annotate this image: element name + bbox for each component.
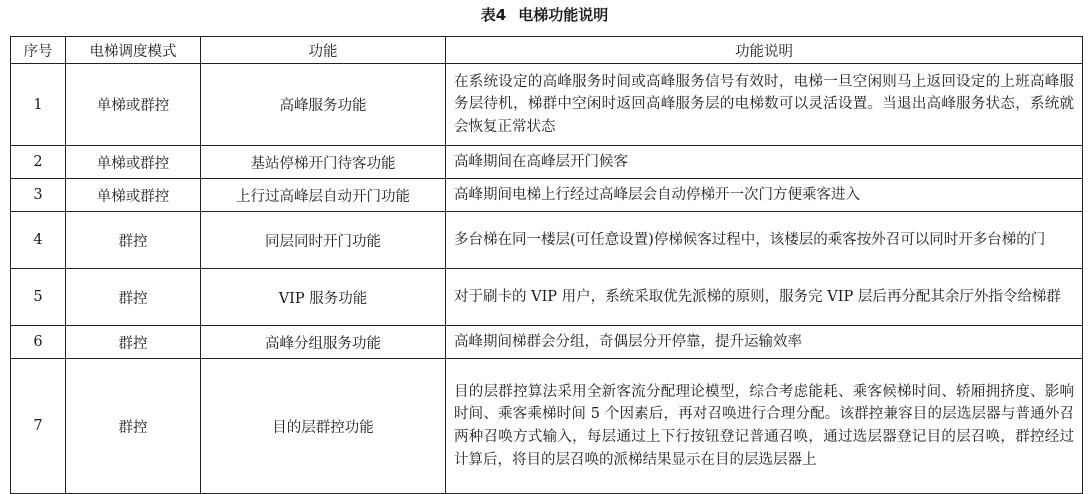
cell-mode: 群控 [66, 212, 201, 269]
cell-mode: 单梯或群控 [66, 146, 201, 179]
table-header-row [11, 37, 1083, 64]
cell-description: 在系统设定的高峰服务时间或高峰服务信号有效时，电梯一旦空闲则马上返回设定的上班高峰服务层待机，梯群中空闲时返回高峰服务层的电梯数可以灵活设置。当退出高峰服务状态，系统就会恢复正常状态 [446, 64, 1083, 146]
cell-description: 高峰期间梯群会分组，奇偶层分开停靠，提升运输效率 [446, 326, 1083, 359]
table-row [11, 64, 1083, 146]
cell-mode: 单梯或群控 [66, 179, 201, 212]
table-title: 电梯功能说明 [518, 6, 609, 24]
cell-no: 5 [11, 269, 66, 326]
cell-no: 2 [11, 146, 66, 179]
table-caption [0, 0, 1089, 30]
cell-no: 3 [11, 179, 66, 212]
cell-function: 同层同时开门功能 [201, 212, 446, 269]
header-mode: 电梯调度模式 [66, 37, 201, 64]
cell-function: 高峰分组服务功能 [201, 326, 446, 359]
cell-description: 高峰期间在高峰层开门候客 [446, 146, 1083, 179]
cell-no: 7 [11, 359, 66, 494]
cell-mode: 单梯或群控 [66, 64, 201, 146]
cell-function: 上行过高峰层自动开门功能 [201, 179, 446, 212]
cell-no: 6 [11, 326, 66, 359]
cell-no: 4 [11, 212, 66, 269]
cell-function: 目的层群控功能 [201, 359, 446, 494]
cell-description: 对于刷卡的 VIP 用户，系统采取优先派梯的原则，服务完 VIP 层后再分配其余厅外指令给梯群 [446, 269, 1083, 326]
table-row [11, 326, 1083, 359]
elevator-function-table [10, 36, 1083, 494]
table-row [11, 146, 1083, 179]
cell-function: 基站停梯开门待客功能 [201, 146, 446, 179]
table-row [11, 359, 1083, 494]
cell-no: 1 [11, 64, 66, 146]
header-no: 序号 [11, 37, 66, 64]
header-description: 功能说明 [446, 37, 1083, 64]
cell-description: 多台梯在同一楼层(可任意设置)停梯候客过程中，该楼层的乘客按外召可以同时开多台梯的门 [446, 212, 1083, 269]
table-row [11, 269, 1083, 326]
table-row [11, 212, 1083, 269]
cell-description: 高峰期间电梯上行经过高峰层会自动停梯开一次门方便乘客进入 [446, 179, 1083, 212]
cell-mode: 群控 [66, 359, 201, 494]
cell-function: VIP 服务功能 [201, 269, 446, 326]
cell-mode: 群控 [66, 326, 201, 359]
header-function: 功能 [201, 37, 446, 64]
cell-function: 高峰服务功能 [201, 64, 446, 146]
table-row [11, 179, 1083, 212]
cell-description: 目的层群控算法采用全新客流分配理论模型，综合考虑能耗、乘客候梯时间、轿厢拥挤度、影响时间、乘客乘梯时间 5 个因素后，再对召唤进行合理分配。该群控兼容目的层选层器与普通外召两种召唤方式输入，每层通过上下行按钮登记普通召唤，通过选层器登记目的层召唤，群控经过计算后，将目的层召唤的派梯结果显示在目的层选层器上 [446, 359, 1083, 494]
cell-mode: 群控 [66, 269, 201, 326]
table-number: 表4 [480, 6, 507, 24]
